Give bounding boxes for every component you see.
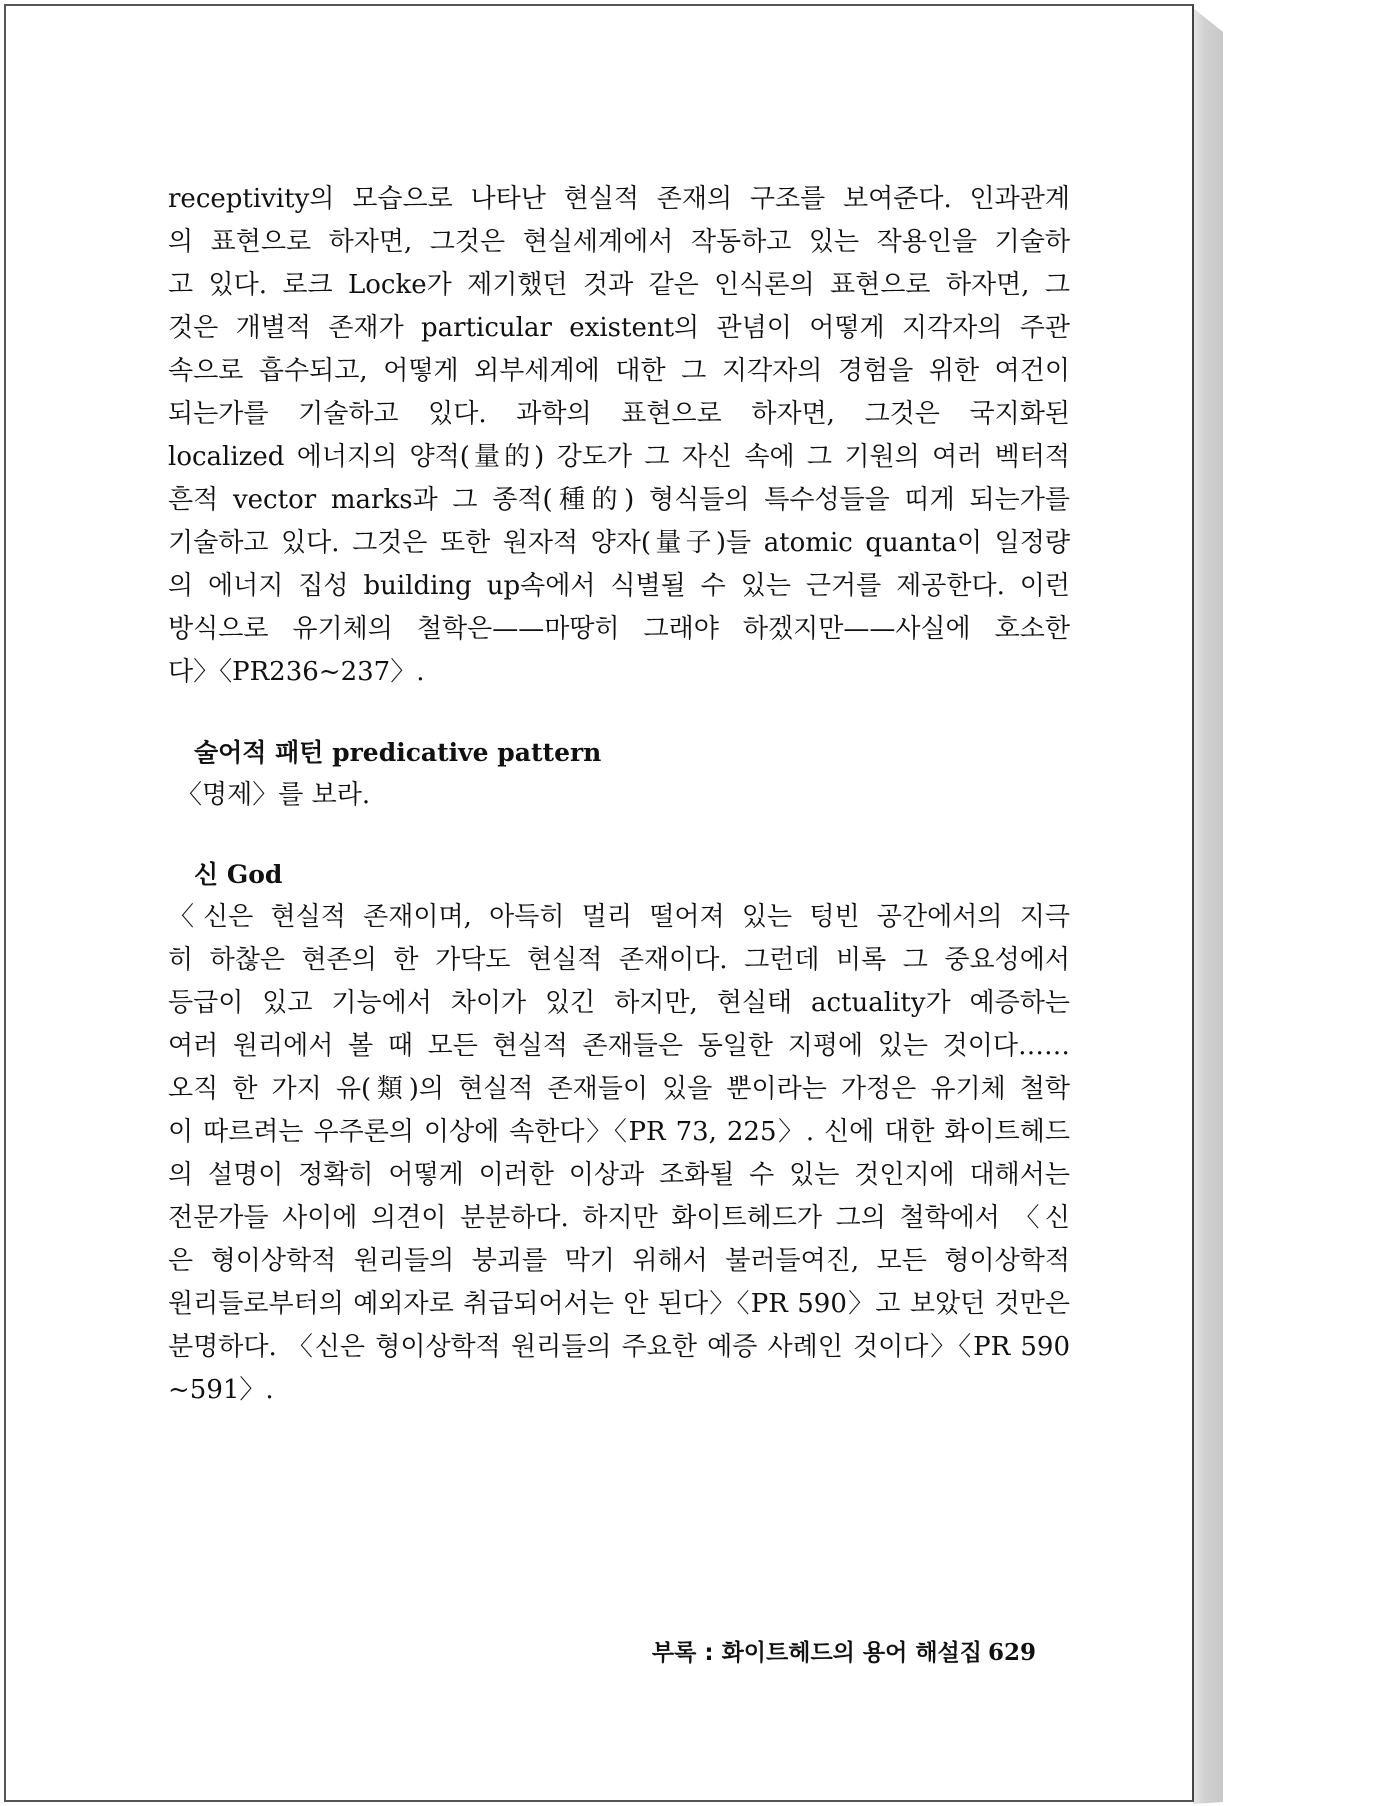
text-line: 〈신은 현실적 존재이며, 아득히 멀리 떨어져 있는 텅빈 공간에서의 지극 [168, 902, 1070, 932]
running-title: 부록 : 화이트헤드의 용어 해설집 [651, 1640, 982, 1666]
text-line: 다〉〈PR236~237〉. [168, 657, 425, 687]
text-line: 의 설명이 정확히 어떻게 이러한 이상과 조화될 수 있는 것인지에 대해서는 [168, 1160, 1070, 1190]
entry-heading: 신 God [194, 860, 283, 889]
page-number: 629 [987, 1639, 1036, 1666]
book-page [4, 4, 1194, 1802]
text-line: 여러 원리에서 볼 때 모든 현실적 존재들은 동일한 지평에 있는 것이다…… [168, 1031, 1070, 1061]
text-line: ~591〉. [168, 1375, 274, 1405]
text-line: 오직 한 가지 유(類)의 현실적 존재들이 있을 뿐이라는 가정은 유기체 철학 [168, 1074, 1070, 1104]
text-line: 기술하고 있다. 그것은 또한 원자적 양자(量子)들 atomic quanta이 일정량 [168, 528, 1070, 558]
text-line: 것은 개별적 존재가 particular existent의 관념이 어떻게 지각자의 주관 [168, 313, 1070, 343]
text-line: 은 형이상학적 원리들의 붕괴를 막기 위해서 불러들여진, 모든 형이상학적 [168, 1246, 1070, 1276]
text-line: 원리들로부터의 예외자로 취급되어서는 안 된다〉〈PR 590〉고 보았던 것만은 [168, 1289, 1070, 1319]
text-line: 속으로 흡수되고, 어떻게 외부세계에 대한 그 지각자의 경험을 위한 여건이 [168, 356, 1070, 386]
text-line: 흔적 vector marks과 그 종적(種的) 형식들의 특수성들을 띠게 되는가를 [168, 485, 1070, 515]
text-line: 전문가들 사이에 의견이 분분하다. 하지만 화이트헤드가 그의 철학에서 〈신 [168, 1203, 1070, 1233]
text-line: 히 하찮은 현존의 한 가닥도 현실적 존재이다. 그런데 비록 그 중요성에서 [168, 945, 1070, 975]
entry-heading: 술어적 패턴 predicative pattern [194, 738, 602, 767]
text-line: 되는가를 기술하고 있다. 과학의 표현으로 하자면, 그것은 국지화된 [168, 399, 1070, 429]
page-edge-shadow [1193, 8, 1223, 1804]
text-line: 방식으로 유기체의 철학은——마땅히 그래야 하겠지만——사실에 호소한 [168, 614, 1070, 644]
text-line: 분명하다. 〈신은 형이상학적 원리들의 주요한 예증 사례인 것이다〉〈PR 590 [168, 1332, 1070, 1362]
text-line: localized 에너지의 양적(量的) 강도가 그 자신 속에 그 기원의 여러 벡터적 [168, 442, 1070, 472]
text-line: 의 표현으로 하자면, 그것은 현실세계에서 작동하고 있는 작용인을 기술하 [168, 227, 1070, 257]
entry-god [168, 853, 1070, 1412]
page-footer [596, 1634, 1036, 1667]
text-line: 이 따르려는 우주론의 이상에 속한다〉〈PR 73, 225〉. 신에 대한 화이트헤드 [168, 1117, 1070, 1147]
text-line: 등급이 있고 기능에서 차이가 있긴 하지만, 현실태 actuality가 예증하는 [168, 988, 1070, 1018]
paragraph-receptivity [168, 178, 1070, 694]
text-line: 의 에너지 집성 building up속에서 식별될 수 있는 근거를 제공한다. 이런 [168, 571, 1070, 601]
entry-cross-reference: 〈명제〉를 보라. [176, 780, 371, 810]
text-line: receptivity의 모습으로 나타난 현실적 존재의 구조를 보여준다. 인과관계 [168, 184, 1070, 214]
entry-spacer [168, 694, 1070, 731]
text-line: 고 있다. 로크 Locke가 제기했던 것과 같은 인식론의 표현으로 하자면, 그 [168, 270, 1070, 300]
page-body [168, 178, 1070, 1412]
entry-spacer [168, 817, 1070, 853]
entry-predicative-pattern [168, 731, 1070, 817]
